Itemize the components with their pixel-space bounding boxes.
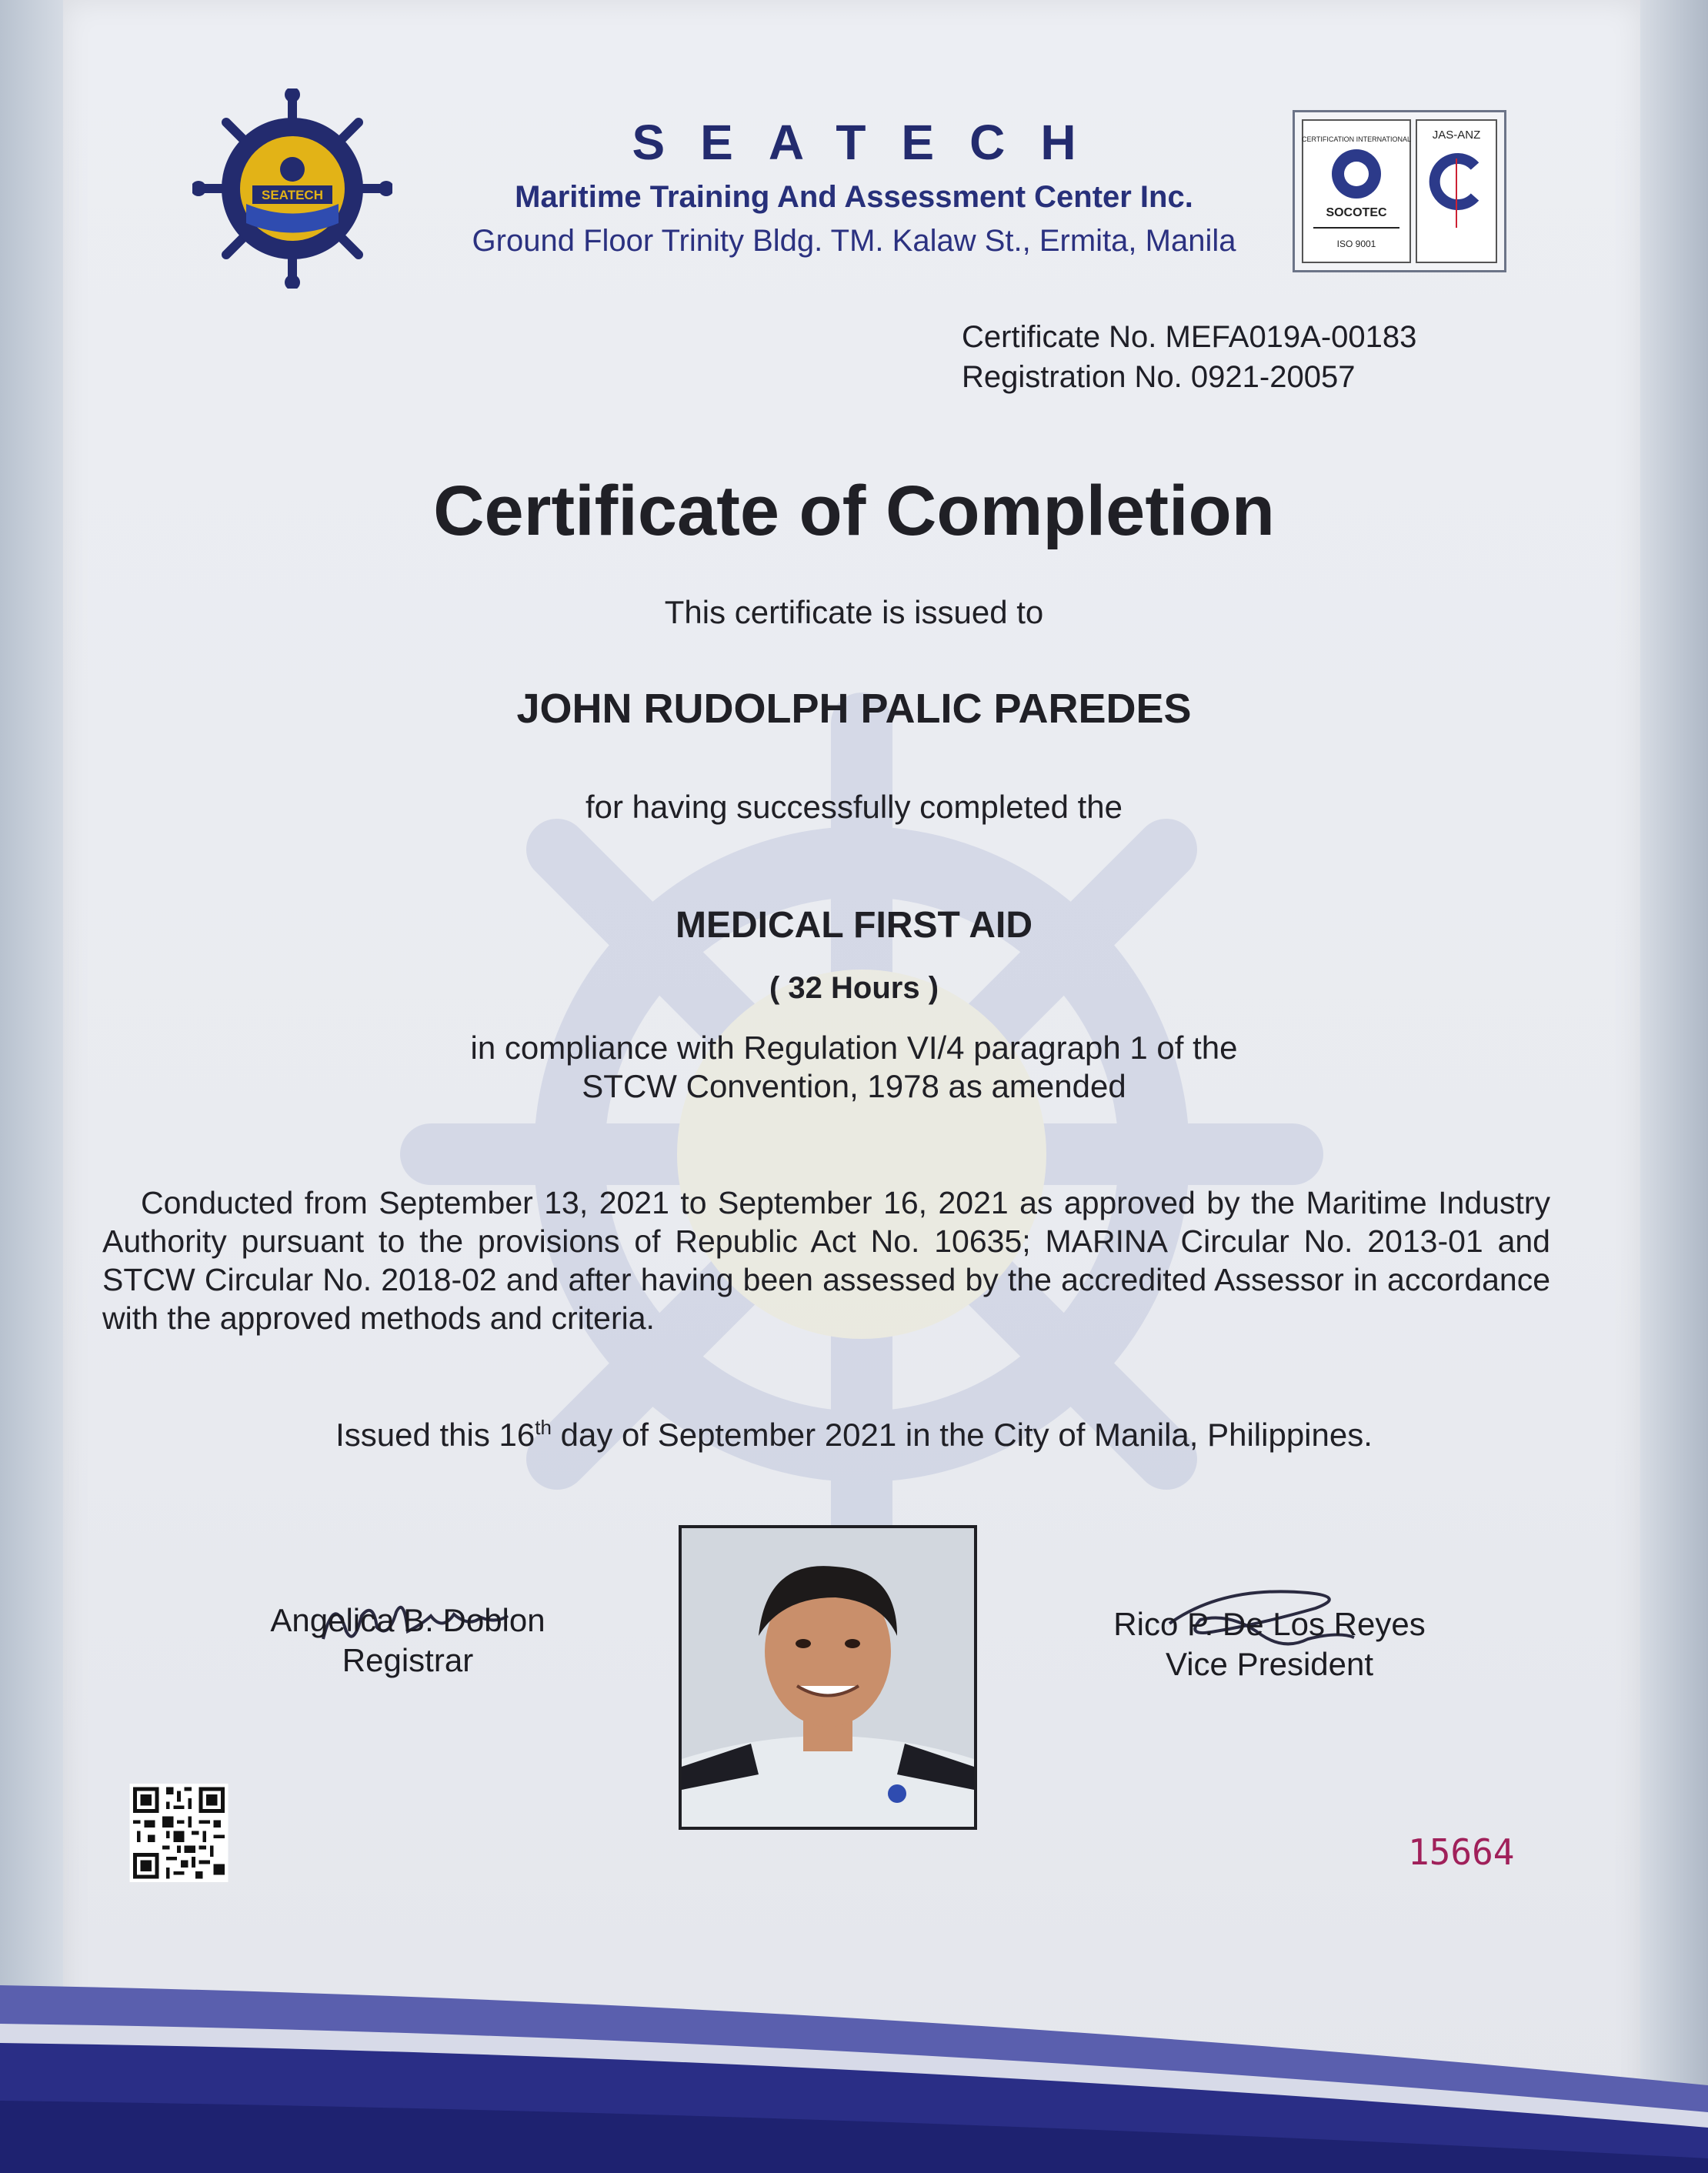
certificate-numbers [962, 317, 1416, 397]
registration-number: Registration No. 0921-20057 [962, 360, 1356, 394]
brand-name: SEATECH [632, 115, 1112, 170]
recipient-name: JOHN RUDOLPH PALIC PAREDES [516, 686, 1192, 732]
registrar-block [231, 1601, 585, 1681]
compliance-line-1: in compliance with Regulation VI/4 paragraph 1 of the [470, 1030, 1238, 1066]
issued-to-text: This certificate is issued to [664, 594, 1044, 630]
issued-sup: th [535, 1416, 552, 1439]
registrar-name: Angelica B. Doblon [270, 1602, 545, 1638]
issued-post: day of September 2021 in the City of Manila, Philippines. [551, 1417, 1373, 1453]
seatech-logo-icon [192, 88, 392, 289]
iso-certification-badge [1293, 110, 1506, 272]
iso-standard: ISO 9001 [1336, 239, 1376, 249]
institution-header [415, 115, 1293, 259]
center-name: Maritime Training And Assessment Center Inc. [515, 180, 1193, 214]
issued-date-line [0, 1416, 1708, 1454]
logo-text: SEATECH [262, 188, 323, 202]
course-hours: ( 32 Hours ) [769, 971, 939, 1005]
qr-code-icon [127, 1784, 231, 1882]
conducted-paragraph: Conducted from September 13, 2021 to September 16, 2021 as approved by the Maritime Industry Authority pursuant to the provisions of Republic Act No. 10635; MARINA Circular No. 2013-01 and STCW Circular No. 2018-02 and after having been assessed by the accredited Assessor in accordance with the approved methods and criteria. [102, 1185, 1550, 1336]
iso-org: SOCOTEC [1326, 206, 1387, 219]
completion-text: for having successfully completed the [585, 789, 1123, 825]
iso-accreditor: JAS-ANZ [1432, 129, 1481, 142]
vice-president-block [1062, 1604, 1477, 1684]
watermark-wheel-icon [400, 693, 1323, 1616]
vice-president-name: Rico P. De Los Reyes [1113, 1606, 1426, 1642]
serial-number: 15664 [1408, 1831, 1515, 1873]
certificate-title: Certificate of Completion [433, 472, 1275, 550]
certificate-number: Certificate No. MEFA019A-00183 [962, 320, 1417, 354]
footer-wave-band [0, 1970, 1708, 2173]
registrar-role: Registrar [342, 1642, 474, 1678]
recipient-portrait-icon [682, 1528, 974, 1827]
recipient-photo [679, 1525, 977, 1830]
issued-pre: Issued this 16 [335, 1417, 535, 1453]
vice-president-role: Vice President [1165, 1646, 1374, 1682]
course-name: MEDICAL FIRST AID [676, 905, 1032, 946]
compliance-line-2: STCW Convention, 1978 as amended [582, 1068, 1126, 1104]
address: Ground Floor Trinity Bldg. TM. Kalaw St., Ermita, Manila [472, 224, 1236, 258]
iso-org-top: CERTIFICATION INTERNATIONAL [1301, 135, 1412, 143]
